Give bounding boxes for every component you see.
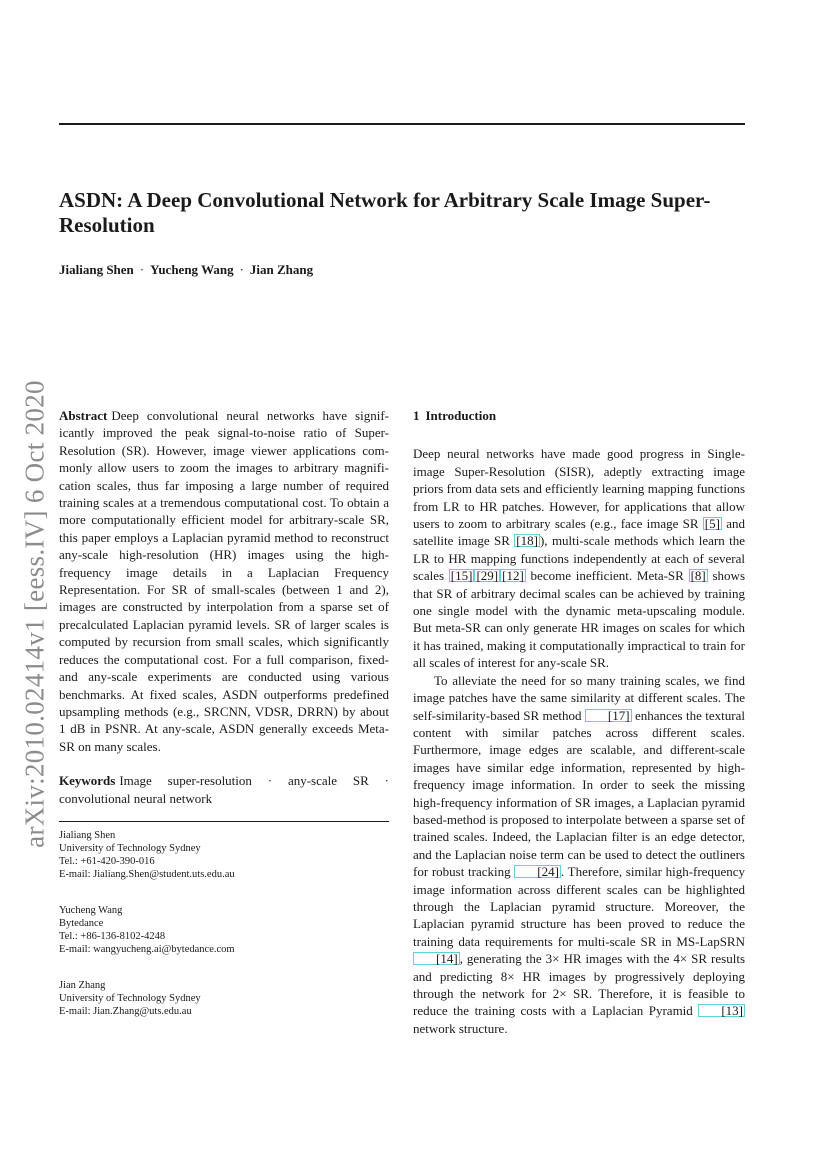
arxiv-stamp [17, 370, 53, 857]
author-separator: · [239, 262, 244, 277]
section-number: 1 [413, 408, 420, 423]
body-text: . Therefore, similar high-frequency image information across different scales can be highlighted through the Laplacian pyramid structure. Moreover, the Laplacian pyramid structure has been proved to reduce the training data requirements for multi-scale SR in MS-LapSRN [413, 864, 745, 949]
affiliation-block [59, 829, 389, 881]
abstract-label: Abstract [59, 408, 108, 423]
right-column [413, 407, 745, 1037]
left-column [59, 407, 389, 1041]
body-text: Deep neural networks have made good progress in Single-image Super-Resolution (SISR), adeptly extracting image priors from data sets and efficiently learning mapping functions from LR to HR patches. However, for applications that allow users to zoom to arbitrary scales (e.g., face image SR [413, 446, 745, 532]
affiliation-email: E-mail: Jian.Zhang@uts.edu.au [59, 1005, 192, 1017]
body-text: ), multi-scale methods which learn the LR to HR mapping functions independently at each of several scales [413, 533, 745, 584]
affiliation-name: Jialiang Shen [59, 829, 116, 841]
affiliation-email: E-mail: Jialiang.Shen@student.uts.edu.au [59, 868, 235, 880]
intro-paragraph-2 [413, 672, 745, 1038]
affiliation-org: Bytedance [59, 917, 104, 929]
affiliation-tel: Tel.: +86-136-8102-4248 [59, 930, 166, 942]
author-name: Jialiang Shen [59, 262, 134, 277]
citation-link[interactable]: [14] [413, 952, 460, 965]
affiliation-org: University of Technology Sydney [59, 992, 201, 1004]
citation-link[interactable]: [8] [690, 568, 706, 584]
affiliation-name: Jian Zhang [59, 979, 106, 991]
affiliation-tel: Tel.: +61-420-390-016 [59, 855, 155, 867]
arxiv-stamp-text: arXiv:2010.02414v1 [eess.IV] 6 Oct 2020 [19, 379, 50, 848]
author-list [59, 261, 313, 278]
keywords-text: Image super-resolution · any-scale SR · convolutional neural network [59, 773, 389, 806]
citation-link[interactable]: [18] [516, 533, 538, 549]
affiliation-org: University of Technology Sydney [59, 842, 201, 854]
section-title: Introduction [425, 408, 497, 423]
citation-link[interactable]: [5] [704, 516, 720, 532]
affiliation-name: Yucheng Wang [59, 904, 123, 916]
body-text: enhances the textural content with similar patches across different scales. Furthermore, image edges are scalable, and different-scale images have similar edge information, represented by high-frequency image information. In order to seek the missing high-frequency information of SR images, a Laplacian pyramid based-method is proposed to interpolate between a sparse set of trained scales. Indeed, the Laplacian filter is an edge detector, and the Laplacian noise term can be used to detect the outliners for robust tracking [413, 707, 745, 880]
section-heading [413, 407, 745, 424]
footnote-rule [59, 821, 389, 822]
abstract [59, 407, 389, 755]
body-text: network structure. [413, 1020, 508, 1036]
citation-link[interactable]: [13] [698, 1004, 745, 1017]
citation-link[interactable]: [24] [514, 865, 561, 878]
body-text: and satellite image SR [413, 516, 745, 549]
author-name: Jian Zhang [249, 262, 314, 277]
body-text: , generating the 3× HR images with the 4× SR results and predicting 8× HR images by progressively deploying through the network for 2× SR. Therefore, it is feasible to reduce the training costs with a Laplacian Pyramid [413, 951, 745, 1019]
body-text: To alleviate the need for so many training scales, we find image patches have the same similarity at different scales. The self-similarity-based SR method [413, 672, 745, 723]
keywords-label: Keywords [59, 773, 116, 789]
citation-link[interactable]: [17] [585, 709, 632, 722]
intro-paragraph-1 [413, 445, 745, 671]
abstract-text: Deep convolutional neural networks have significantly improved the peak signal-to-noise ratio of Super-Resolution (SR). However, image viewer applications commonly allow users to zoom the images to arbitrary magnification scales, thus far imposing a large number of required training scales at a tremendous computational cost. To obtain a more computationally efficient model for arbitrary-scale SR, this paper employs a Laplacian pyramid method to reconstruct any-scale high-resolution (HR) images using the high-frequency image details in a Laplacian Frequency Representation. For SR of small-scales (between 1 and 2), images are constructed by interpolation from a sparse set of precalculated Laplacian pyramid levels. SR of larger scales is computed by recursion from small scales, which significantly reduces the computational cost. For a full comparison, fixed- and any-scale experiments are conducted using various benchmarks. At fixed scales, ASDN outperforms predefined upsampling methods (e.g., SRCNN, VDSR, DRRN) by about 1 dB in PSNR. At any-scale, ASDN generally exceeds Meta-SR on many scales. [59, 408, 389, 754]
author-separator: · [139, 262, 145, 277]
affiliation-block [59, 904, 389, 956]
author-name: Yucheng Wang [150, 262, 234, 277]
keywords [59, 772, 389, 807]
header-rule [59, 123, 745, 125]
citation-link[interactable]: [12] [502, 568, 524, 584]
affiliations [59, 829, 389, 1018]
body-text: shows that SR of arbitrary decimal scales can be achieved by training one single model with the dynamic meta-upscaling module. But meta-SR can only generate HR images on scales for which it has trained, making it computationally impractical to train for all scales of interest for any-scale SR. [413, 568, 745, 671]
paper-title: ASDN: A Deep Convolutional Network for Arbitrary Scale Image Super-Resolution [59, 188, 711, 237]
citation-link[interactable]: [29] [476, 568, 499, 584]
affiliation-email: E-mail: wangyucheng.ai@bytedance.com [59, 943, 235, 955]
body-text: become inefficient. Meta-SR [525, 568, 689, 584]
affiliation-block [59, 979, 389, 1018]
citation-link[interactable]: [15] [450, 568, 473, 584]
